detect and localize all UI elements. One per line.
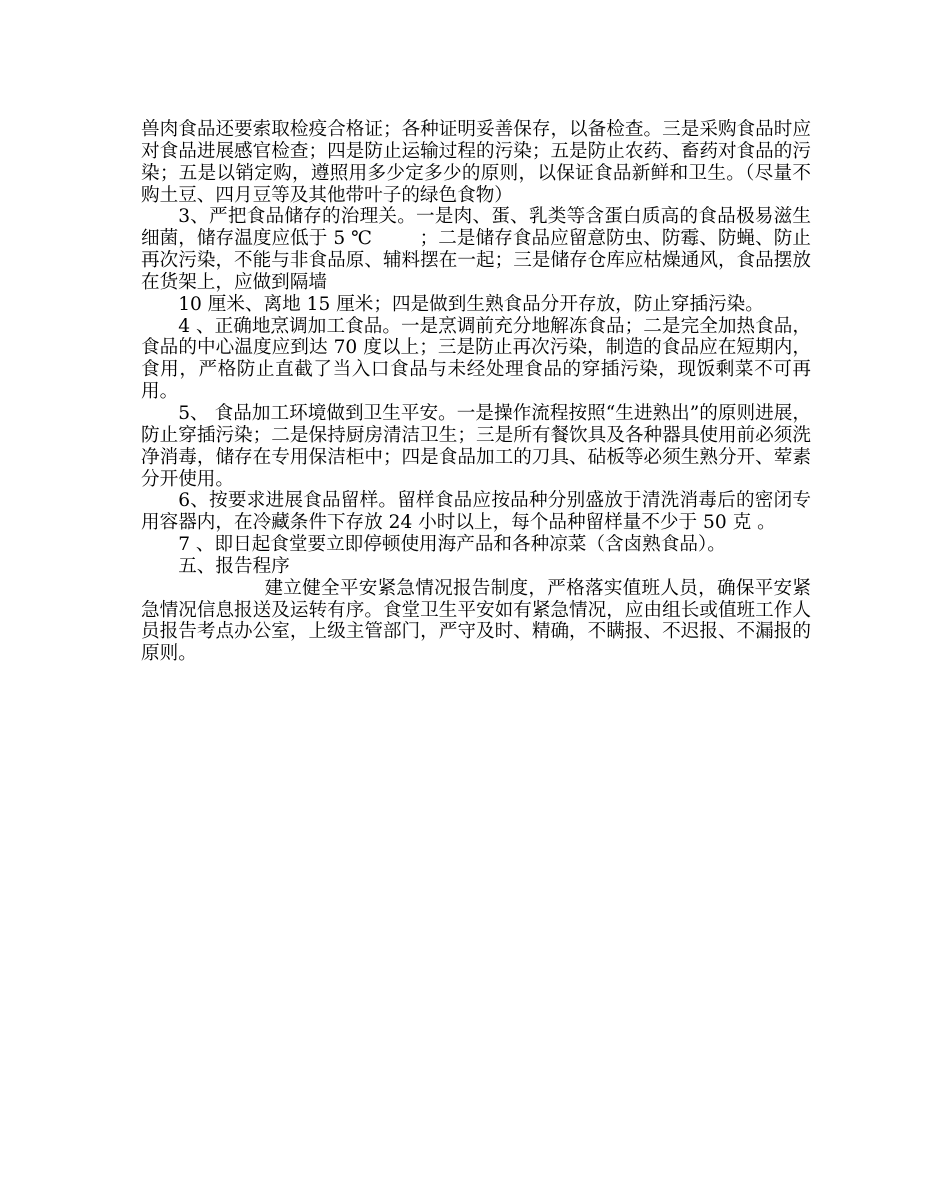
paragraph-reporting: 建立健全平安紧急情况报告制度，严格落实值班人员，确保平安紧急情况信息报送及运转有序。食堂卫生平安如有紧急情况，应由组长或值班工作人员报告考点办公室，上级主管部门，严守及时、精确，不瞒报、不迟报、不漏报的原则。	[141, 577, 811, 665]
paragraph-seafood-ban: 7 、即日起食堂要立即停顿使用海产品和各种凉菜（含卤熟食品）。	[178, 534, 726, 556]
paragraph-environment: 5、 食品加工环境做到卫生平安。一是操作流程按照“生进熟出”的原则进展，防止穿插污染；二是保持厨房清洁卫生；三是所有餐饮具及各种器具使用前必须洗净消毒，储存在专用保洁柜中；四是食品加工的刀具、砧板等必须生熟分开、荤素分开使用。	[141, 402, 811, 490]
paragraph-sample-retention: 6、按要求进展食品留样。留样食品应按品种分别盛放于清洗消毒后的密闭专用容器内，在冷藏条件下存放 24 小时以上，每个品种留样量不少于 50 克 。	[141, 490, 811, 534]
paragraph-storage-continued: 10 厘米、离地 15 厘米；四是做到生熟食品分开存放，防止穿插污染。	[178, 293, 764, 315]
paragraph-procurement: 兽肉食品还要索取检疫合格证；各种证明妥善保存，以备检查。三是采购食品时应对食品进展感官检查；四是防止运输过程的污染；五是防止农药、畜药对食品的污染；五是以销定购，遵照用多少定多少的原则，以保证食品新鲜和卫生。（尽量不购土豆、四月豆等及其他带叶子的绿色食物）	[141, 119, 811, 206]
paragraph-storage: 3、严把食品储存的治理关。一是肉、蛋、乳类等含蛋白质高的食品极易滋生细菌，储存温度应低于 5 ℃ ；二是储存食品应留意防虫、防霉、防蝇、防止再次污染，不能与非食品原、辅料摆在一起；三是储存仓库应枯燥通风，食品摆放在货架上，应做到隔墙	[141, 206, 811, 293]
document-body	[141, 119, 811, 665]
section-heading-reporting: 五、报告程序	[178, 555, 290, 577]
paragraph-cooking: 4 、正确地烹调加工食品。一是烹调前充分地解冻食品；二是完全加热食品，食品的中心温度应到达 70 度以上；三是防止再次污染，制造的食品应在短期内，食用，严格防止直截了当入口食品与未经处理食品的穿插污染，现饭剩菜不可再用。	[141, 315, 811, 403]
